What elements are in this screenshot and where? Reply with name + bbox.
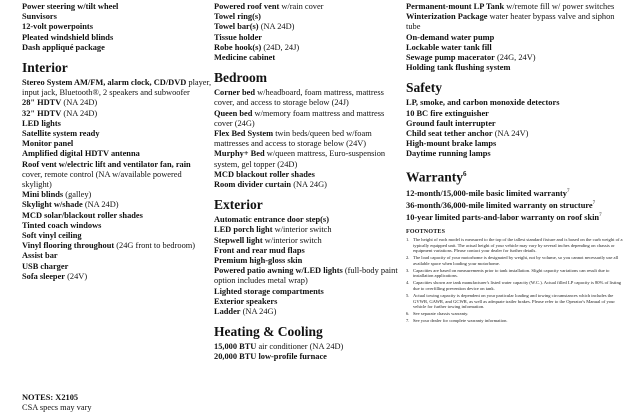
spec-item [214, 266, 404, 286]
spec-item [22, 200, 212, 210]
spec-item-detail: water heater bypass valve and siphon tube [406, 12, 615, 32]
spec-item-name: Dash appliqué package [22, 42, 105, 52]
spec-item-detail: player, input jack, Bluetooth®, 2 speakers and subwoofer [22, 78, 212, 98]
spec-item [214, 109, 404, 129]
warranty-text: 10-year limited parts-and-labor warranty on roof skin [406, 212, 600, 222]
spec-item-name: Ladder [214, 307, 241, 317]
spec-item-name: Pleated windshield blinds [22, 32, 114, 42]
spec-item [214, 22, 404, 32]
footnote-number: 7. [406, 318, 410, 324]
footnotes-heading: FOOTNOTES [406, 229, 446, 236]
footnote-text: Actual towing capacity is dependent on your particular loading and towing circumstances which includes the GVWR, GAWR, and GCWR, as well as adequate trailer brakes. Please refer to the Operator's Manual of your vehicle for further towing information. [413, 293, 615, 310]
warranty-footnote-ref: 7 [599, 213, 602, 219]
spec-item-name: 20,000 BTU low-profile furnace [214, 352, 327, 362]
spec-item [22, 149, 212, 159]
spec-item-name: Room divider curtain [214, 180, 292, 190]
spec-item-name: Medicine cabinet [214, 53, 276, 63]
spec-item-name: Front and rear mud flaps [214, 245, 305, 255]
warranty-item [406, 211, 624, 223]
spec-item-name: Daytime running lamps [406, 149, 491, 159]
spec-item [22, 109, 212, 119]
spec-item-name: MCD solar/blackout roller shades [22, 210, 143, 220]
spec-item-name: Skylight w/shade [22, 200, 83, 210]
spec-item [214, 342, 404, 352]
spec-item-name: Towel ring(s) [214, 12, 261, 22]
spec-item-name: Corner bed [214, 88, 256, 98]
exterior-heading: Exterior [214, 197, 263, 213]
spec-item-name: Permanent-mount LP Tank [406, 2, 505, 11]
spec-item-name: Murphy+ Bed [214, 149, 265, 159]
footnote [406, 293, 624, 310]
spec-item-detail: (galley) [63, 190, 92, 200]
spec-item [406, 129, 624, 139]
spec-item-detail: w/queen mattress, Euro-suspension system, gel topper (24D) [214, 149, 386, 169]
spec-item-detail: w/interior switch [272, 225, 332, 235]
spec-item-detail: (NA 24V) [492, 129, 529, 139]
spec-item-detail: w/rain cover [279, 2, 324, 11]
spec-item [22, 160, 212, 191]
spec-item [214, 236, 404, 246]
spec-item-name: Winterization Package [406, 12, 488, 22]
footnote-text: The load capacity of your motorhome is designated by weight, not by volume, so you cannot necessarily use all available space when loading your motorhome. [413, 255, 619, 266]
spec-item-name: Queen bed [214, 108, 253, 118]
spec-item [214, 149, 404, 169]
warranty-list [406, 187, 624, 223]
footnote [406, 268, 624, 279]
spec-item-name: Vinyl flooring throughout [22, 241, 115, 251]
spec-item [406, 2, 624, 12]
spec-item-name: Tinted coach windows [22, 220, 102, 230]
spec-item-name: Mini blinds [22, 190, 64, 200]
footnote-number: 3. [406, 267, 410, 273]
spec-item-name: Flex Bed System [214, 129, 274, 139]
spec-item-name: 12-volt powerpoints [22, 22, 93, 32]
safety-heading: Safety [406, 80, 442, 96]
spec-item-name: Lighted storage compartments [214, 286, 324, 296]
spec-item-detail: w/memory foam mattress and mattress cover (24G) [214, 108, 385, 128]
spec-item [406, 98, 624, 108]
spec-item-detail: (NA 24D) [82, 200, 119, 210]
spec-item-name: Sunvisors [22, 12, 57, 22]
footnote [406, 280, 624, 291]
footnote-text: Capacities shown are tank manufacturer's listed water capacity (W.C.). Actual filled LP capacity is 80% of listing due to overfilling prevention device on tank. [413, 280, 622, 292]
spec-item-name: Tissue holder [214, 32, 263, 42]
spec-item-name: 15,000 BTU [214, 342, 257, 352]
spec-item-name: Monitor panel [22, 139, 74, 149]
spec-item [214, 352, 404, 362]
spec-item [214, 12, 404, 22]
footnotes-list [406, 237, 624, 324]
spec-item [22, 231, 212, 241]
spec-item-name: Lockable water tank fill [406, 42, 492, 52]
warranty-heading: Warranty$^6$ [406, 169, 467, 185]
footnote-number: 4. [406, 280, 410, 286]
spec-item [22, 119, 212, 129]
spec-item [22, 43, 212, 53]
spec-item [22, 98, 212, 108]
spec-item-name: LP, smoke, and carbon monoxide detectors [406, 98, 560, 108]
spec-item [406, 63, 624, 73]
spec-item-detail: air conditioner (NA 24D) [256, 342, 344, 352]
spec-item [22, 129, 212, 139]
warranty-text: 12-month/15,000-mile basic limited warranty [406, 188, 567, 198]
spec-item [406, 53, 624, 63]
spec-item-name: Satellite system ready [22, 129, 100, 139]
spec-item [214, 2, 404, 12]
spec-item-name: Robe hook(s) [214, 42, 262, 52]
footnote-text: The height of each model is measured to the top of the tallest standard fixture and is based on the curb weight of a typically equipped unit. The actual height of your vehicle may vary by several inches depending on chassis or equipment variations. Please contact your dealer for further details. [413, 237, 623, 254]
footnote-number: 1. [406, 237, 410, 243]
spec-item [22, 33, 212, 43]
spec-item [22, 78, 212, 98]
footnote-number: 6. [406, 311, 410, 317]
spec-item-name: Stereo System AM/FM, alarm clock, CD/DVD [22, 78, 187, 88]
spec-item-detail: (24G, 24V) [494, 53, 536, 63]
spec-item-name: Power steering w/tilt wheel [22, 2, 119, 11]
spec-item [214, 88, 404, 108]
spec-item-detail: cover, remote control (NA w/available powered skylight) [22, 169, 182, 190]
spec-item [22, 22, 212, 32]
spec-item-name: LED lights [22, 118, 61, 128]
spec-item-name: Soft vinyl ceiling [22, 231, 82, 241]
spec-item-detail: (NA 24D) [258, 22, 295, 32]
spec-item [406, 139, 624, 149]
warranty-item [406, 187, 624, 199]
spec-item-name: High-mount brake lamps [406, 139, 497, 149]
spec-item-name: Towel bar(s) [214, 22, 259, 32]
footnote-number: 2. [406, 255, 410, 261]
spec-item-name: On-demand water pump [406, 32, 495, 42]
spec-item-detail: w/headboard, foam mattress, mattress cover, and access to storage below (24J) [214, 88, 384, 108]
spec-item [214, 33, 404, 43]
spec-item-name: Sofa sleeper [22, 271, 66, 281]
warranty-footnote-ref: 7 [592, 201, 596, 207]
column-2 [214, 2, 404, 363]
column-3 [406, 2, 624, 325]
notes [22, 393, 92, 413]
footnote [406, 311, 624, 317]
warranty-text: 36-month/36,000-mile limited warranty on structure [406, 200, 593, 210]
spec-item-name: Sewage pump macerator [406, 53, 495, 63]
spec-item-name: LED porch light [214, 225, 273, 235]
warranty-footnote-ref: 7 [566, 189, 570, 195]
spec-item-detail: (24D, 24J) [261, 42, 300, 52]
spec-item-detail: (NA 24G) [291, 180, 327, 190]
spec-item [406, 109, 624, 119]
spec-item [406, 33, 624, 43]
interior-heading: Interior [22, 60, 68, 76]
spec-item [406, 12, 624, 32]
spec-item [214, 246, 404, 256]
spec-item [214, 129, 404, 149]
spec-item-name: Assist bar [22, 251, 58, 261]
spec-item-name: USB charger [22, 261, 69, 271]
spec-item-name: Roof vent w/electric lift and ventilator fan, rain [22, 159, 191, 169]
spec-item [214, 256, 404, 266]
spec-item [406, 149, 624, 159]
spec-item-name: Powered patio awning w/LED lights [214, 266, 343, 276]
spec-item-detail: w/remote fill w/ power switches [504, 2, 615, 11]
footnote-text: See separate chassis warranty. [413, 311, 469, 317]
spec-item [22, 12, 212, 22]
spec-item [22, 262, 212, 272]
spec-item [22, 241, 212, 251]
column-1 [22, 2, 212, 282]
spec-item-name: Amplified digital HDTV antenna [22, 149, 140, 159]
spec-item [214, 170, 404, 180]
spec-item [214, 180, 404, 190]
spec-item-detail: (NA 24D) [61, 108, 98, 118]
spec-item-name: Premium high-gloss skin [214, 256, 303, 266]
spec-item-name: 32" HDTV [22, 108, 62, 118]
spec-item-name: Powered roof vent [214, 2, 280, 11]
spec-item-name: 28" HDTV [22, 98, 62, 108]
spec-item-name: Automatic entrance door step(s) [214, 215, 329, 225]
spec-item [22, 139, 212, 149]
spec-item [214, 53, 404, 63]
spec-item [22, 272, 212, 282]
spec-item-name: Holding tank flushing system [406, 63, 511, 73]
spec-item-name: MCD blackout roller shades [214, 169, 315, 179]
bedroom-heading: Bedroom [214, 70, 267, 86]
spec-item-detail: (full-body paint option includes metal wrap) [214, 266, 398, 286]
spec-item-detail: (24G front to bedroom) [114, 241, 196, 251]
spec-item [214, 307, 404, 317]
spec-item-name: Child seat tether anchor [406, 129, 493, 139]
spec-item-detail: (24V) [65, 271, 88, 281]
footnote [406, 255, 624, 266]
spec-item-name: Ground fault interrupter [406, 118, 496, 128]
spec-item [214, 43, 404, 53]
spec-item [214, 287, 404, 297]
footnote-text: Capacities are based on measurements prior to tank installation. Slight capacity variations can result due to installation applications. [413, 267, 610, 279]
spec-item-detail: twin beds/queen bed w/foam mattresses and access to storage below (24V) [214, 129, 372, 149]
column-3-sections [406, 2, 624, 160]
spec-item [22, 190, 212, 200]
notes-model: NOTES: X2105 [22, 393, 79, 402]
spec-item [214, 215, 404, 225]
spec-item-name: Stepwell light [214, 235, 263, 245]
spec-item-detail: w/interior switch [262, 235, 322, 245]
spec-item [214, 297, 404, 307]
spec-item [214, 225, 404, 235]
spec-item [22, 251, 212, 261]
footnote-number: 5. [406, 293, 410, 299]
spec-item-detail: (NA 24G) [240, 307, 277, 317]
spec-item [406, 43, 624, 53]
spec-item [22, 211, 212, 221]
heating-cooling-heading: Heating & Cooling [214, 324, 323, 340]
footnote [406, 237, 624, 254]
footnote-text: See your dealer for complete warranty information. [413, 318, 508, 324]
warranty-item [406, 199, 624, 211]
spec-item-detail: (NA 24D) [61, 98, 98, 108]
spec-item-name: 10 BC fire extinguisher [406, 108, 489, 118]
spec-item [406, 119, 624, 129]
spec-item [22, 221, 212, 231]
spec-item-name: Exterior speakers [214, 296, 278, 306]
spec-item [22, 2, 212, 12]
notes-csa: CSA specs may vary [22, 403, 92, 412]
footnote [406, 318, 624, 324]
